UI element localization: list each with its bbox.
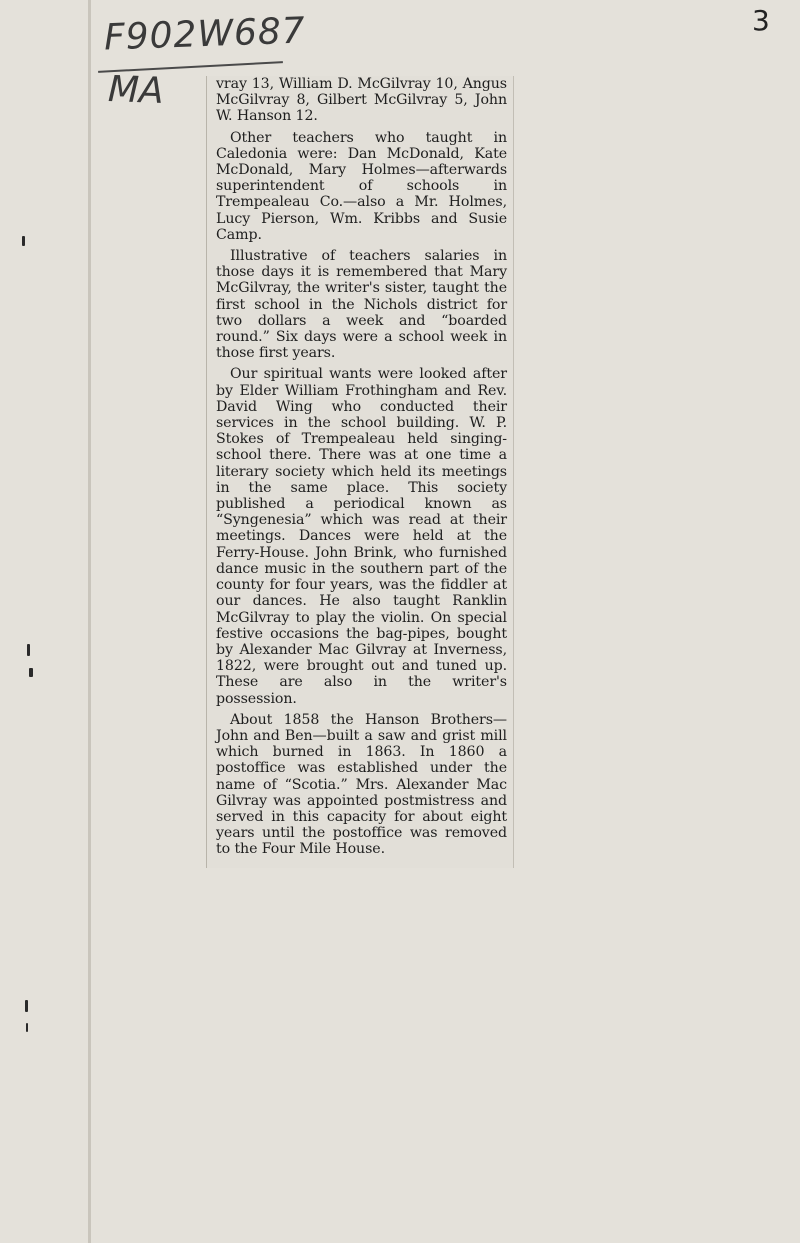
newspaper-clipping xyxy=(206,76,514,868)
article-paragraph: Illustrative of teachers salaries in those days it is remembered that Mary McGilvray, the writer's sister, taught the first school in the Nichols district for two dollars a week and “boarded round.” Six days were a school week in those first years. xyxy=(216,248,507,362)
handwritten-initials: MA xyxy=(107,69,165,112)
margin-speck xyxy=(27,644,30,656)
margin-speck xyxy=(25,1000,28,1012)
article-paragraph: vray 13, William D. McGilvray 10, Angus McGilvray 8, Gilbert McGilvray 5, John W. Hanson 12. xyxy=(216,76,507,125)
margin-speck xyxy=(26,1023,28,1032)
handwritten-catalog-number: F902W687 xyxy=(103,10,307,59)
article-column xyxy=(216,76,507,858)
page-fold xyxy=(88,0,91,1243)
margin-speck xyxy=(22,236,25,246)
margin-speck xyxy=(29,668,33,677)
article-paragraph: Our spiritual wants were looked after by Elder William Frothingham and Rev. David Wing who conducted their services in the school building. W. P. Stokes of Trempealeau held singing-school there. There was at one time a literary society which held its meetings in the same place. This society published a periodical known as “Syngenesia” which was read at their meetings. Dances were held at the Ferry-House. John Brink, who furnished dance music in the southern part of the county for four years, was the fiddler at our dances. He also taught Ranklin McGilvray to play the violin. On special festive occasions the bag-pipes, bought by Alexander Mac Gilvray at Inverness, 1822, were brought out and tuned up. These are also in the writer's possession. xyxy=(216,366,507,707)
article-paragraph: Other teachers who taught in Caledonia were: Dan McDonald, Kate McDonald, Mary Holmes—afterwards superintendent of schools in Trempealeau Co.—also a Mr. Holmes, Lucy Pierson, Wm. Kribbs and Susie Camp. xyxy=(216,129,507,243)
page-number: 3 xyxy=(752,4,770,37)
article-paragraph: About 1858 the Hanson Brothers—John and Ben—built a saw and grist mill which burned in 1863. In 1860 a postoffice was established under the name of “Scotia.” Mrs. Alexander Mac Gilvray was appointed postmistress and served in this capacity for about eight years until the postoffice was removed to the Four Mile House. xyxy=(216,711,507,858)
